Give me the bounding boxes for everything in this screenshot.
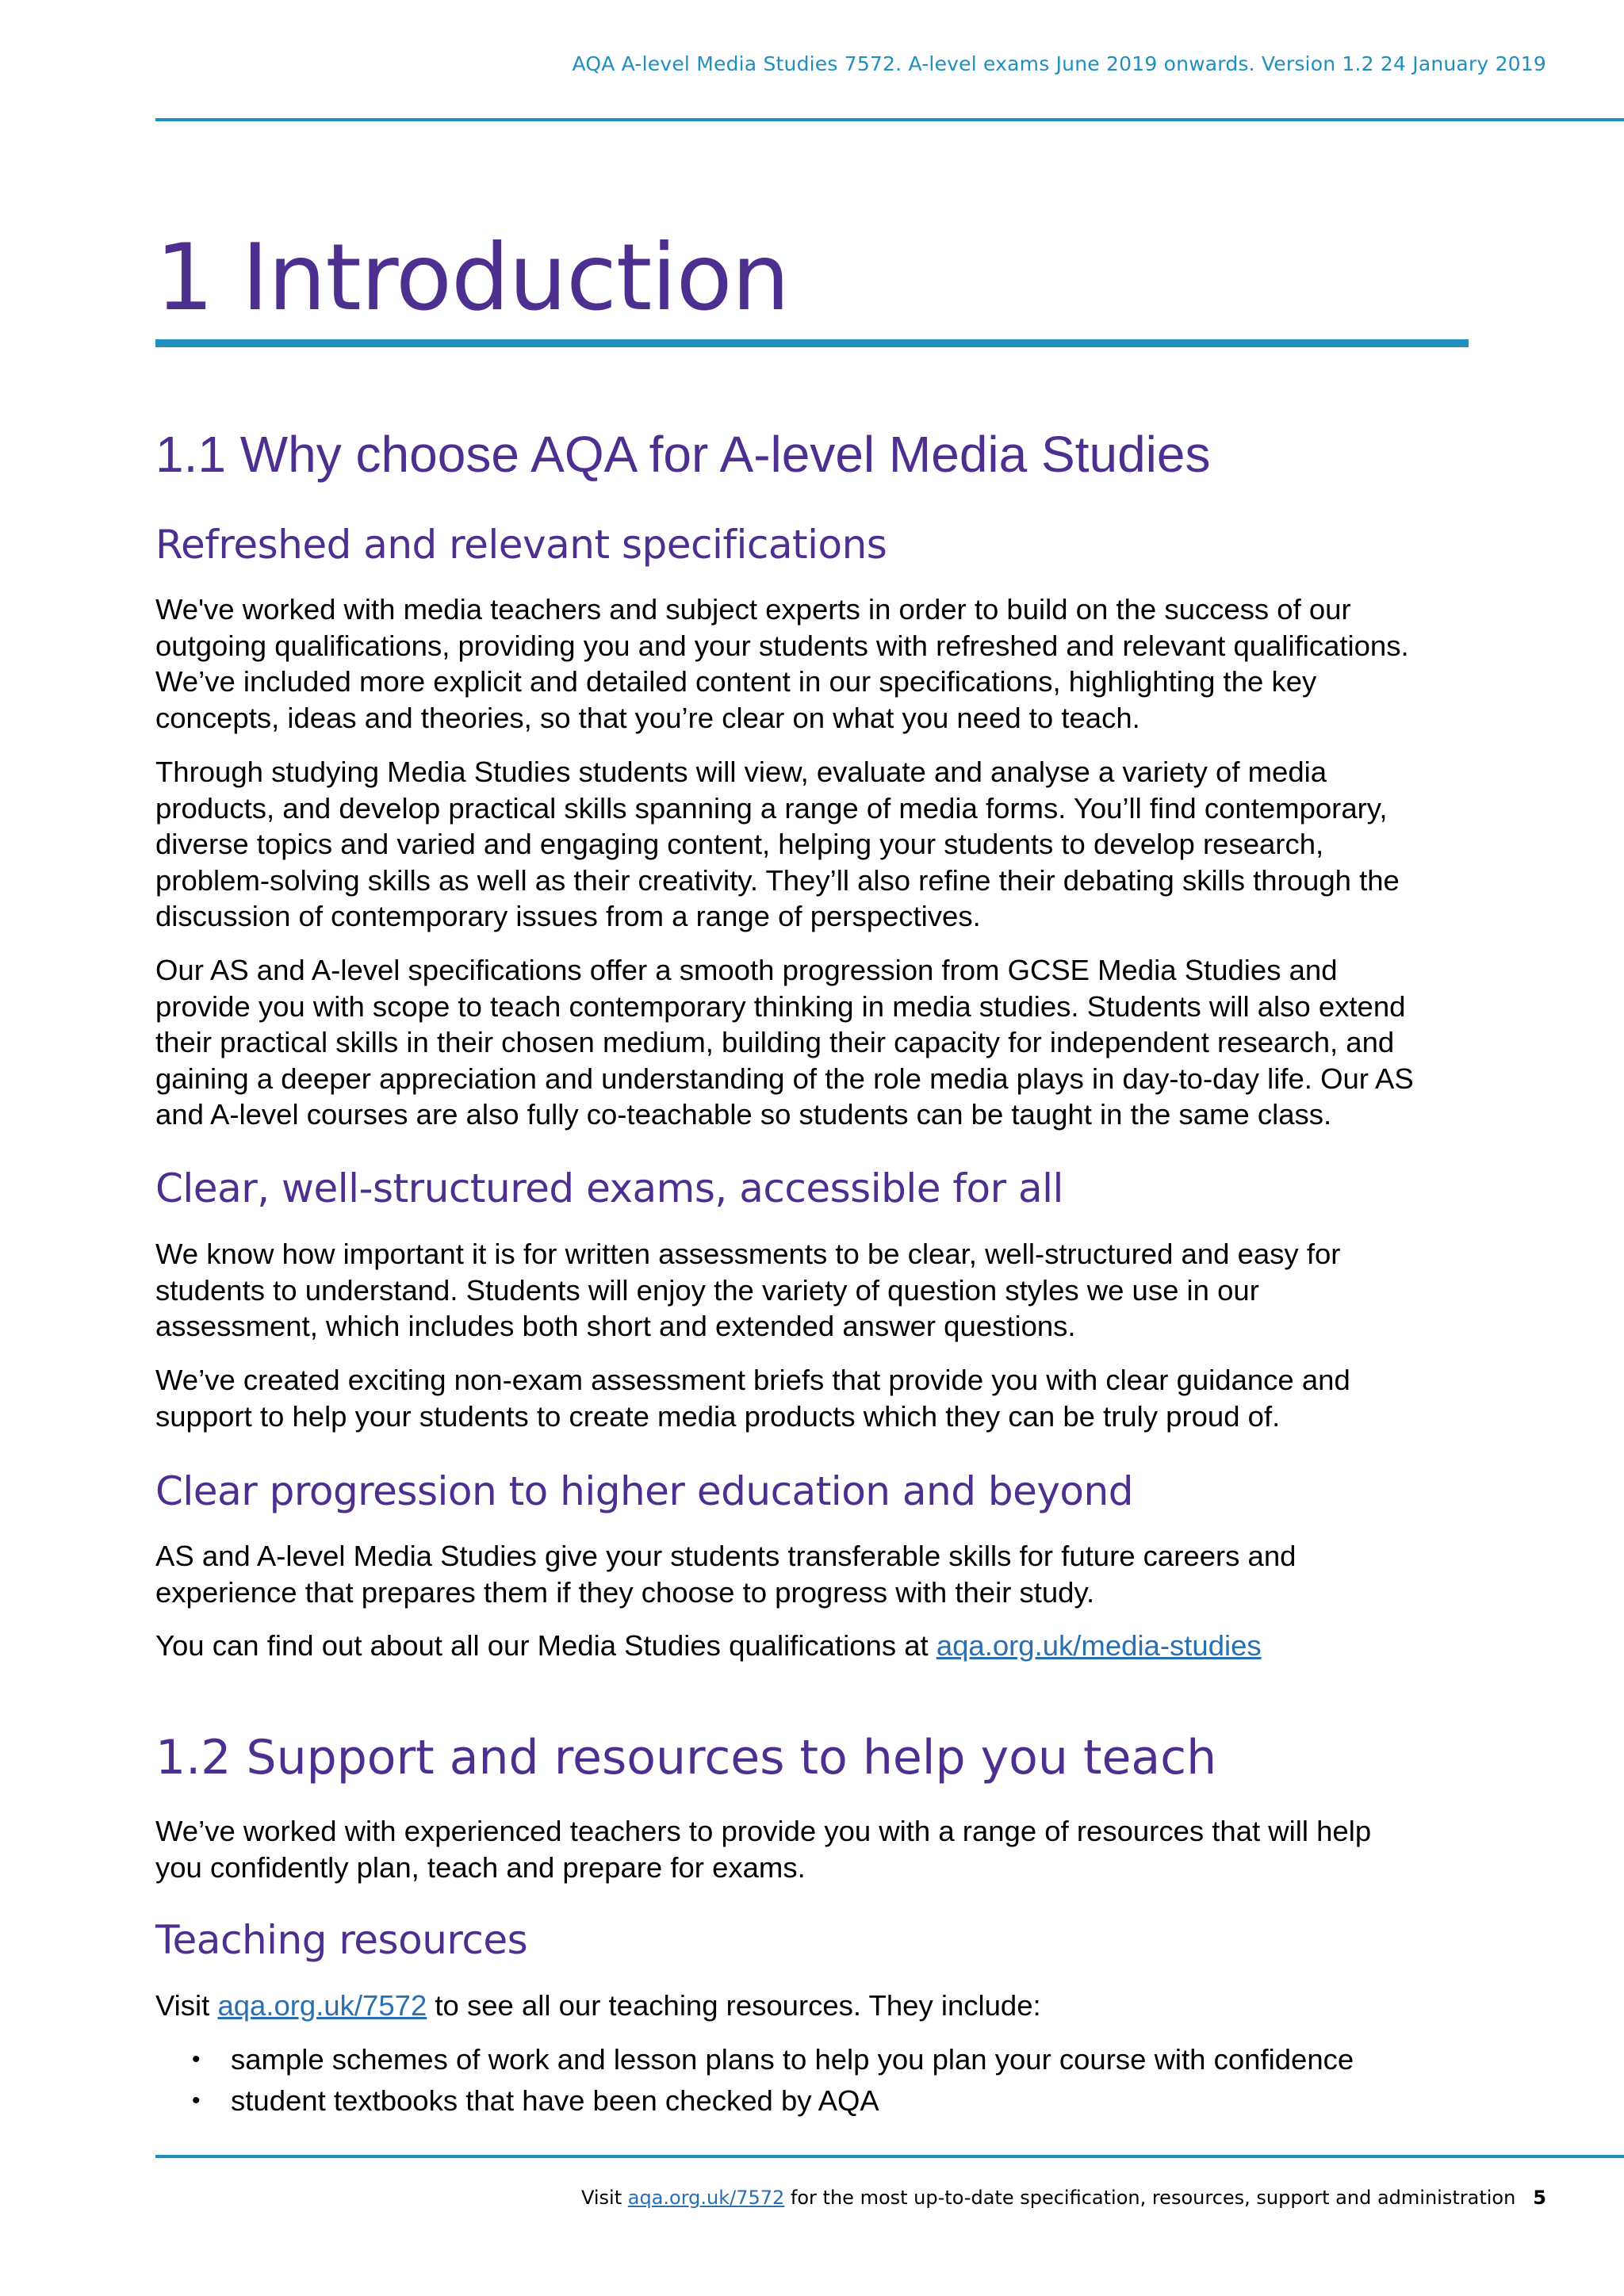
subheading-text: Teaching resources — [155, 1917, 528, 1963]
paragraph-refreshed-3 — [155, 952, 1472, 1133]
subheading-clear-exams — [155, 1165, 1472, 1211]
list-item-text: student textbooks that have been checked by AQA — [231, 2084, 879, 2117]
running-header: AQA A-level Media Studies 7572. A-level exams June 2019 onwards. Version 1.2 24 January 2019 — [572, 52, 1546, 75]
text-line: AS and A-level Media Studies give your students transferable skills for future careers and — [155, 1540, 1297, 1572]
text-line: problem-solving skills as well as their creativity. They’ll also refine their debating skills through the — [155, 863, 1400, 897]
text-line: You can find out about all our Media Studies qualifications at — [155, 1629, 936, 1662]
header-rule — [155, 118, 1624, 121]
text-line: provide you with scope to teach contemporary thinking in media studies. Students will also extend — [155, 989, 1406, 1023]
text-line: assessment, which includes both short and extended answer questions. — [155, 1310, 1076, 1342]
list-item — [155, 2080, 1472, 2122]
text-line: gaining a deeper appreciation and understanding of the role media plays in day-to-day life. Our AS — [155, 1062, 1414, 1095]
title-underline — [155, 339, 1469, 347]
footer — [581, 2187, 1546, 2209]
list-item — [155, 2039, 1472, 2080]
text-line: We've worked with media teachers and subject experts in order to build on the success of our — [155, 593, 1351, 626]
paragraph-exams-2 — [155, 1362, 1472, 1434]
bullet-icon: • — [192, 2046, 201, 2072]
list-item-text: sample schemes of work and lesson plans to help you plan your course with confidence — [231, 2043, 1354, 2076]
subheading-teaching-resources — [155, 1917, 1472, 1963]
paragraph-support-intro — [155, 1813, 1472, 1885]
paragraph-progression-1 — [155, 1538, 1472, 1610]
media-studies-link[interactable]: aqa.org.uk/media-studies — [936, 1629, 1262, 1662]
paragraph-exams-1 — [155, 1236, 1472, 1345]
footer-rule — [155, 2155, 1624, 2158]
text-line: and A-level courses are also fully co-teachable so students can be taught in the same class. — [155, 1098, 1332, 1131]
text-line: concepts, ideas and theories, so that you’re clear on what you need to teach. — [155, 701, 1140, 734]
section-heading-1-1 — [155, 425, 1472, 484]
text-line: experience that prepares them if they choose to progress with their study. — [155, 1575, 1095, 1609]
text-line: Visit — [155, 1989, 218, 2022]
paragraph-refreshed-1 — [155, 591, 1472, 736]
text-line: you confidently plan, teach and prepare for exams. — [155, 1850, 806, 1884]
text-line: outgoing qualifications, providing you and your students with refreshed and relevant qualifications. — [155, 629, 1409, 662]
text-line: Our AS and A-level specifications offer a smooth progression from GCSE Media Studies and — [155, 954, 1338, 986]
footer-text: for the most up-to-date specification, resources, support and administration — [784, 2187, 1516, 2209]
paragraph-visit — [155, 1988, 1472, 2024]
footer-link[interactable]: aqa.org.uk/7572 — [627, 2187, 785, 2209]
footer-text: Visit — [580, 2187, 628, 2209]
subheading-text: Clear progression to higher education and beyond — [155, 1468, 1133, 1514]
text-line: products, and develop practical skills spanning a range of media forms. You’ll find contemporary, — [155, 791, 1388, 825]
text-line: We’ve worked with experienced teachers to provide you with a range of resources that will help — [155, 1815, 1372, 1847]
paragraph-progression-2 — [155, 1628, 1472, 1664]
text-line: support to help your students to create media products which they can be truly proud of. — [155, 1399, 1281, 1433]
text-line: diverse topics and varied and engaging content, helping your students to develop research, — [155, 828, 1324, 860]
text-line: their practical skills in their chosen medium, building their capacity for independent research, and — [155, 1026, 1395, 1058]
page-title: 1 Introduction — [155, 224, 790, 331]
section-title: 1.2 Support and resources to help you teach — [155, 1730, 1217, 1785]
page-number: 5 — [1533, 2187, 1546, 2209]
subheading-text: Clear, well-structured exams, accessible for all — [155, 1165, 1063, 1211]
subheading-progression — [155, 1468, 1472, 1514]
text-line: students to understand. Students will enjoy the variety of question styles we use in our — [155, 1273, 1259, 1307]
text-line: discussion of contemporary issues from a range of perspectives. — [155, 900, 981, 932]
text-line: to see all our teaching resources. They include: — [427, 1989, 1041, 2022]
text-line: We’ve included more explicit and detailed content in our specifications, highlighting the key — [155, 665, 1317, 698]
teaching-resources-list — [155, 2039, 1472, 2122]
subheading-refreshed — [155, 522, 1472, 568]
subheading-text: Refreshed and relevant specifications — [155, 522, 887, 568]
text-line: We know how important it is for written assessments to be clear, well-structured and easy for — [155, 1238, 1341, 1270]
section-heading-1-2 — [155, 1730, 1472, 1785]
section-title: 1.1 Why choose AQA for A-level Media Studies — [155, 426, 1211, 483]
bullet-icon: • — [192, 2087, 201, 2114]
paragraph-refreshed-2 — [155, 754, 1472, 935]
text-line: We’ve created exciting non-exam assessment briefs that provide you with clear guidance and — [155, 1364, 1350, 1396]
aqa-7572-link[interactable]: aqa.org.uk/7572 — [217, 1989, 427, 2022]
text-line: Through studying Media Studies students will view, evaluate and analyse a variety of media — [155, 756, 1327, 788]
